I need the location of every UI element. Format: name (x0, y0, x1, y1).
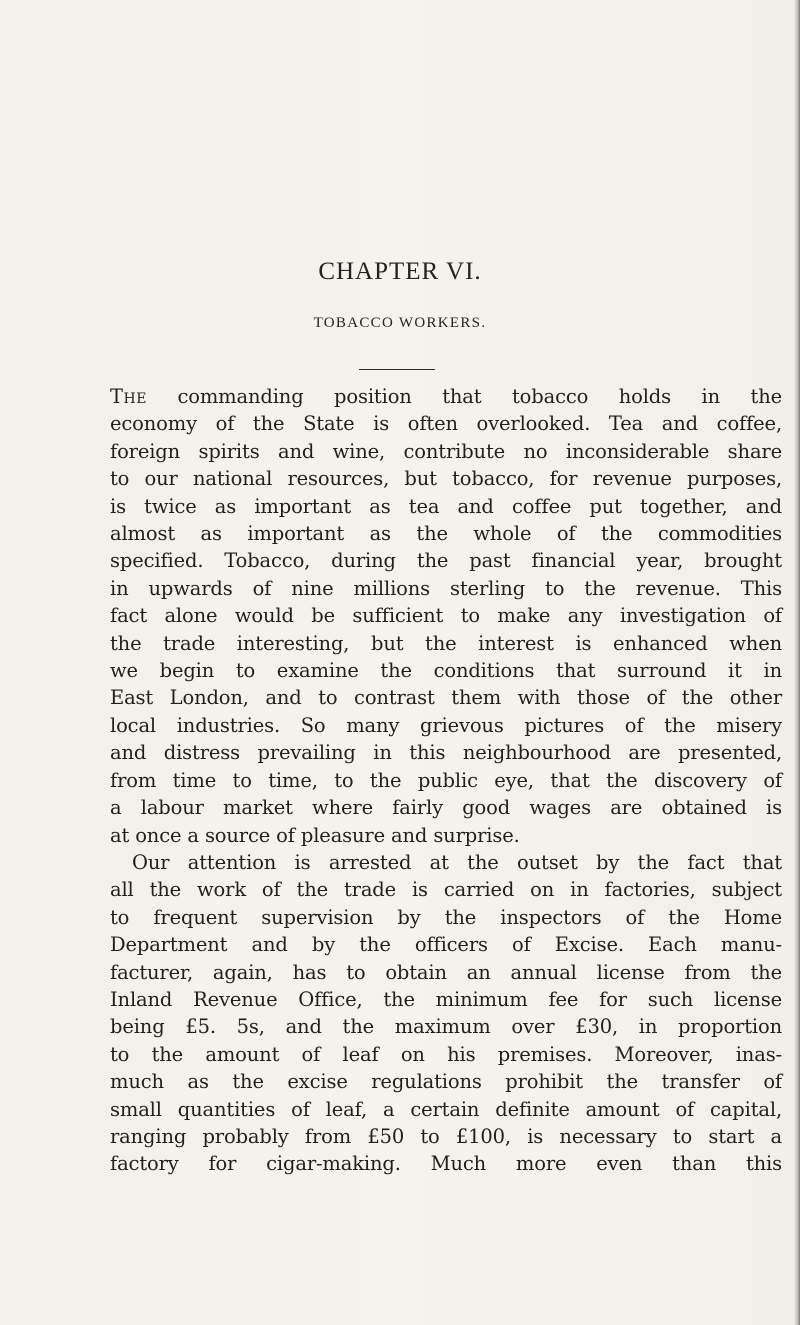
text-line: being £5. 5s, and the maximum over £30, in proportion (110, 1015, 782, 1039)
text-line: and distress prevailing in this neighbourhood are presented, (110, 741, 782, 765)
text-line: to frequent supervision by the inspectors of the Home (110, 905, 782, 929)
text-line: small quantities of leaf, a certain definite amount of capital, (110, 1097, 782, 1121)
text-line: Inland Revenue Office, the minimum fee for such license (110, 987, 782, 1011)
chapter-subtitle: TOBACCO WORKERS. (313, 315, 487, 331)
section-divider (359, 369, 435, 370)
text-line: a labour market where fairly good wages are obtained is (110, 796, 782, 820)
text-line: Our attention is arrested at the outset by the fact that (132, 850, 782, 874)
text-line: specified. Tobacco, during the past financial year, brought (110, 549, 782, 573)
chapter-title: CHAPTER VI. (318, 258, 482, 285)
text-line: East London, and to contrast them with those of the other (110, 686, 782, 710)
body-text (110, 383, 782, 1178)
text-line: is twice as important as tea and coffee put together, and (110, 494, 782, 518)
text-line: The commanding position that tobacco holds in the (110, 385, 782, 408)
text-line: factory for cigar-making. Much more even than this (110, 1152, 782, 1176)
text-line: much as the excise regulations prohibit the transfer of (110, 1070, 782, 1094)
text-line: the trade interesting, but the interest is enhanced when (110, 631, 782, 655)
text-line: ranging probably from £50 to £100, is necessary to start a (110, 1124, 782, 1148)
text-line: economy of the State is often overlooked. Tea and coffee, (110, 412, 782, 436)
text-line: at once a source of pleasure and surprise. (110, 823, 520, 847)
text-line: we begin to examine the conditions that surround it in (110, 659, 782, 683)
text-line: facturer, again, has to obtain an annual license from the (110, 960, 782, 984)
text-line: to the amount of leaf on his premises. Moreover, inas- (110, 1042, 782, 1066)
text-line: to our national resources, but tobacco, for revenue purposes, (110, 467, 782, 491)
page-edge-shadow (794, 0, 800, 1325)
text-line: fact alone would be sufficient to make any investigation of (110, 604, 782, 628)
text-line: foreign spirits and wine, contribute no inconsiderable share (110, 439, 782, 463)
text-line: Department and by the officers of Excise. Each manu- (110, 933, 782, 957)
text-line: all the work of the trade is carried on in factories, subject (110, 878, 782, 902)
paragraph-lead-word: The (110, 385, 147, 408)
text-line: in upwards of nine millions sterling to the revenue. This (110, 576, 782, 600)
text-line: almost as important as the whole of the commodities (110, 522, 782, 546)
text-line: from time to time, to the public eye, that the discovery of (110, 768, 782, 792)
text-line: local industries. So many grievous pictures of the misery (110, 713, 782, 737)
